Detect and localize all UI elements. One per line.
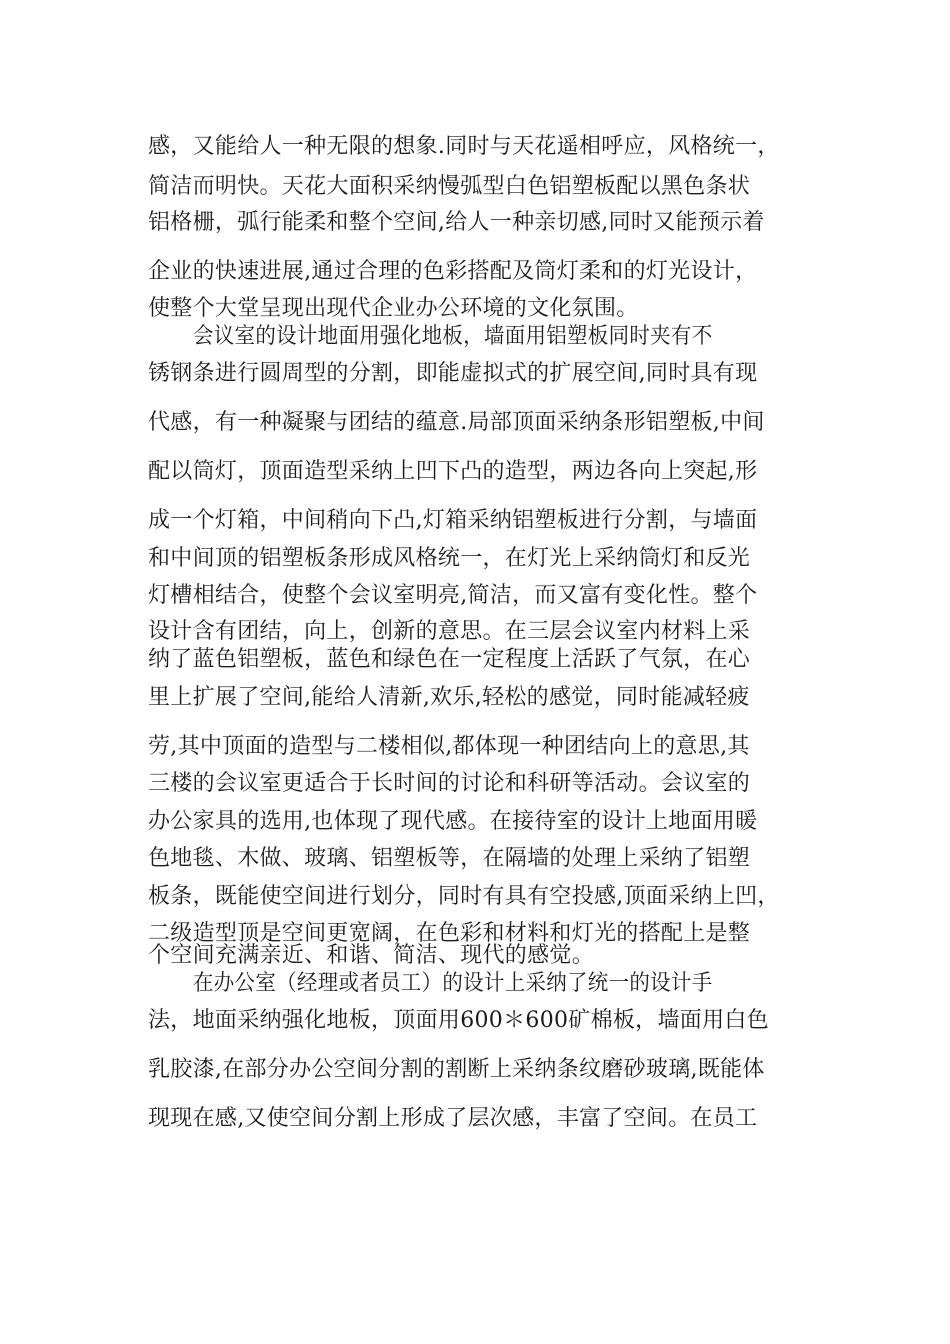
text-line: 色地毯、木做、玻璃、铝塑板等，在隔墙的处理上采纳了铝塑 [148, 846, 751, 871]
text-line: 设计含有团结，向上，创新的意思。在三层会议室内材料上采 [148, 619, 751, 644]
text-line: 灯槽相结合，使整个会议室明亮,简洁，而又富有变化性。整个 [148, 583, 758, 608]
text-line: 锈钢条进行圆周型的分割，即能虚拟式的扩展空间,同时具有现 [148, 361, 758, 386]
text-line: 二级造型顶是空间更宽阔，在色彩和材料和灯光的搭配上是整 [148, 921, 751, 946]
text-line: 板条，既能使空间进行划分，同时有具有空投感,顶面采纳上凹， [148, 884, 780, 909]
text-line: 法，地面采纳强化地板，顶面用600＊600矿棉板，墙面用白色 [148, 1008, 769, 1033]
text-line: 代感，有一种凝聚与团结的蕴意.局部顶面采纳条形铝塑板,中间 [148, 410, 765, 435]
text-line: 配以筒灯，顶面造型采纳上凹下凸的造型，两边各向上突起,形 [148, 459, 758, 484]
paragraph-start-line: 在办公室（经理或者员工）的设计上采纳了统一的设计手 [193, 971, 713, 996]
text-line: 成一个灯箱，中间稍向下凸,灯箱采纳铝塑板进行分割，与墙面 [148, 508, 758, 533]
text-line: 使整个大堂呈现出现代企业办公环境的文化氛围。 [148, 296, 639, 321]
paragraph-start-line: 会议室的设计地面用强化地板，墙面用铝塑板同时夹有不 [193, 324, 713, 349]
text-line: 感，又能给人一种无限的想象.同时与天花遥相呼应，风格统一， [148, 134, 780, 159]
text-line: 简洁而明快。天花大面积采纳慢弧型白色铝塑板配以黑色条状 [148, 174, 751, 199]
text-line: 三楼的会议室更适合于长时间的讨论和科研等活动。会议室的 [148, 771, 751, 796]
text-line: 个空间充满亲近、和谐、简洁、现代的感觉。 [148, 943, 595, 968]
text-line: 现现在感,又使空间分割上形成了层次感，丰富了空间。在员工 [148, 1106, 758, 1131]
text-line: 劳,其中顶面的造型与二楼相似,都体现一种团结向上的意思,其 [148, 734, 750, 759]
text-line: 纳了蓝色铝塑板，蓝色和绿色在一定程度上活跃了气氛，在心 [148, 647, 751, 672]
text-line: 里上扩展了空间,能给人清新,欢乐,轻松的感觉，同时能减轻疲 [148, 685, 750, 710]
text-line: 铝格栅，弧行能柔和整个空间,给人一种亲切感,同时又能预示着 [148, 210, 765, 235]
text-line: 乳胶漆,在部分办公空间分割的割断上采纳条纹磨砂玻璃,既能体 [148, 1057, 765, 1082]
text-line: 企业的快速进展,通过合理的色彩搭配及筒灯柔和的灯光设计， [148, 259, 758, 284]
text-line: 办公家具的选用,也体现了现代感。在接待室的设计上地面用暖 [148, 809, 758, 834]
text-line: 和中间顶的铝塑板条形成风格统一，在灯光上采纳筒灯和反光 [148, 546, 751, 571]
